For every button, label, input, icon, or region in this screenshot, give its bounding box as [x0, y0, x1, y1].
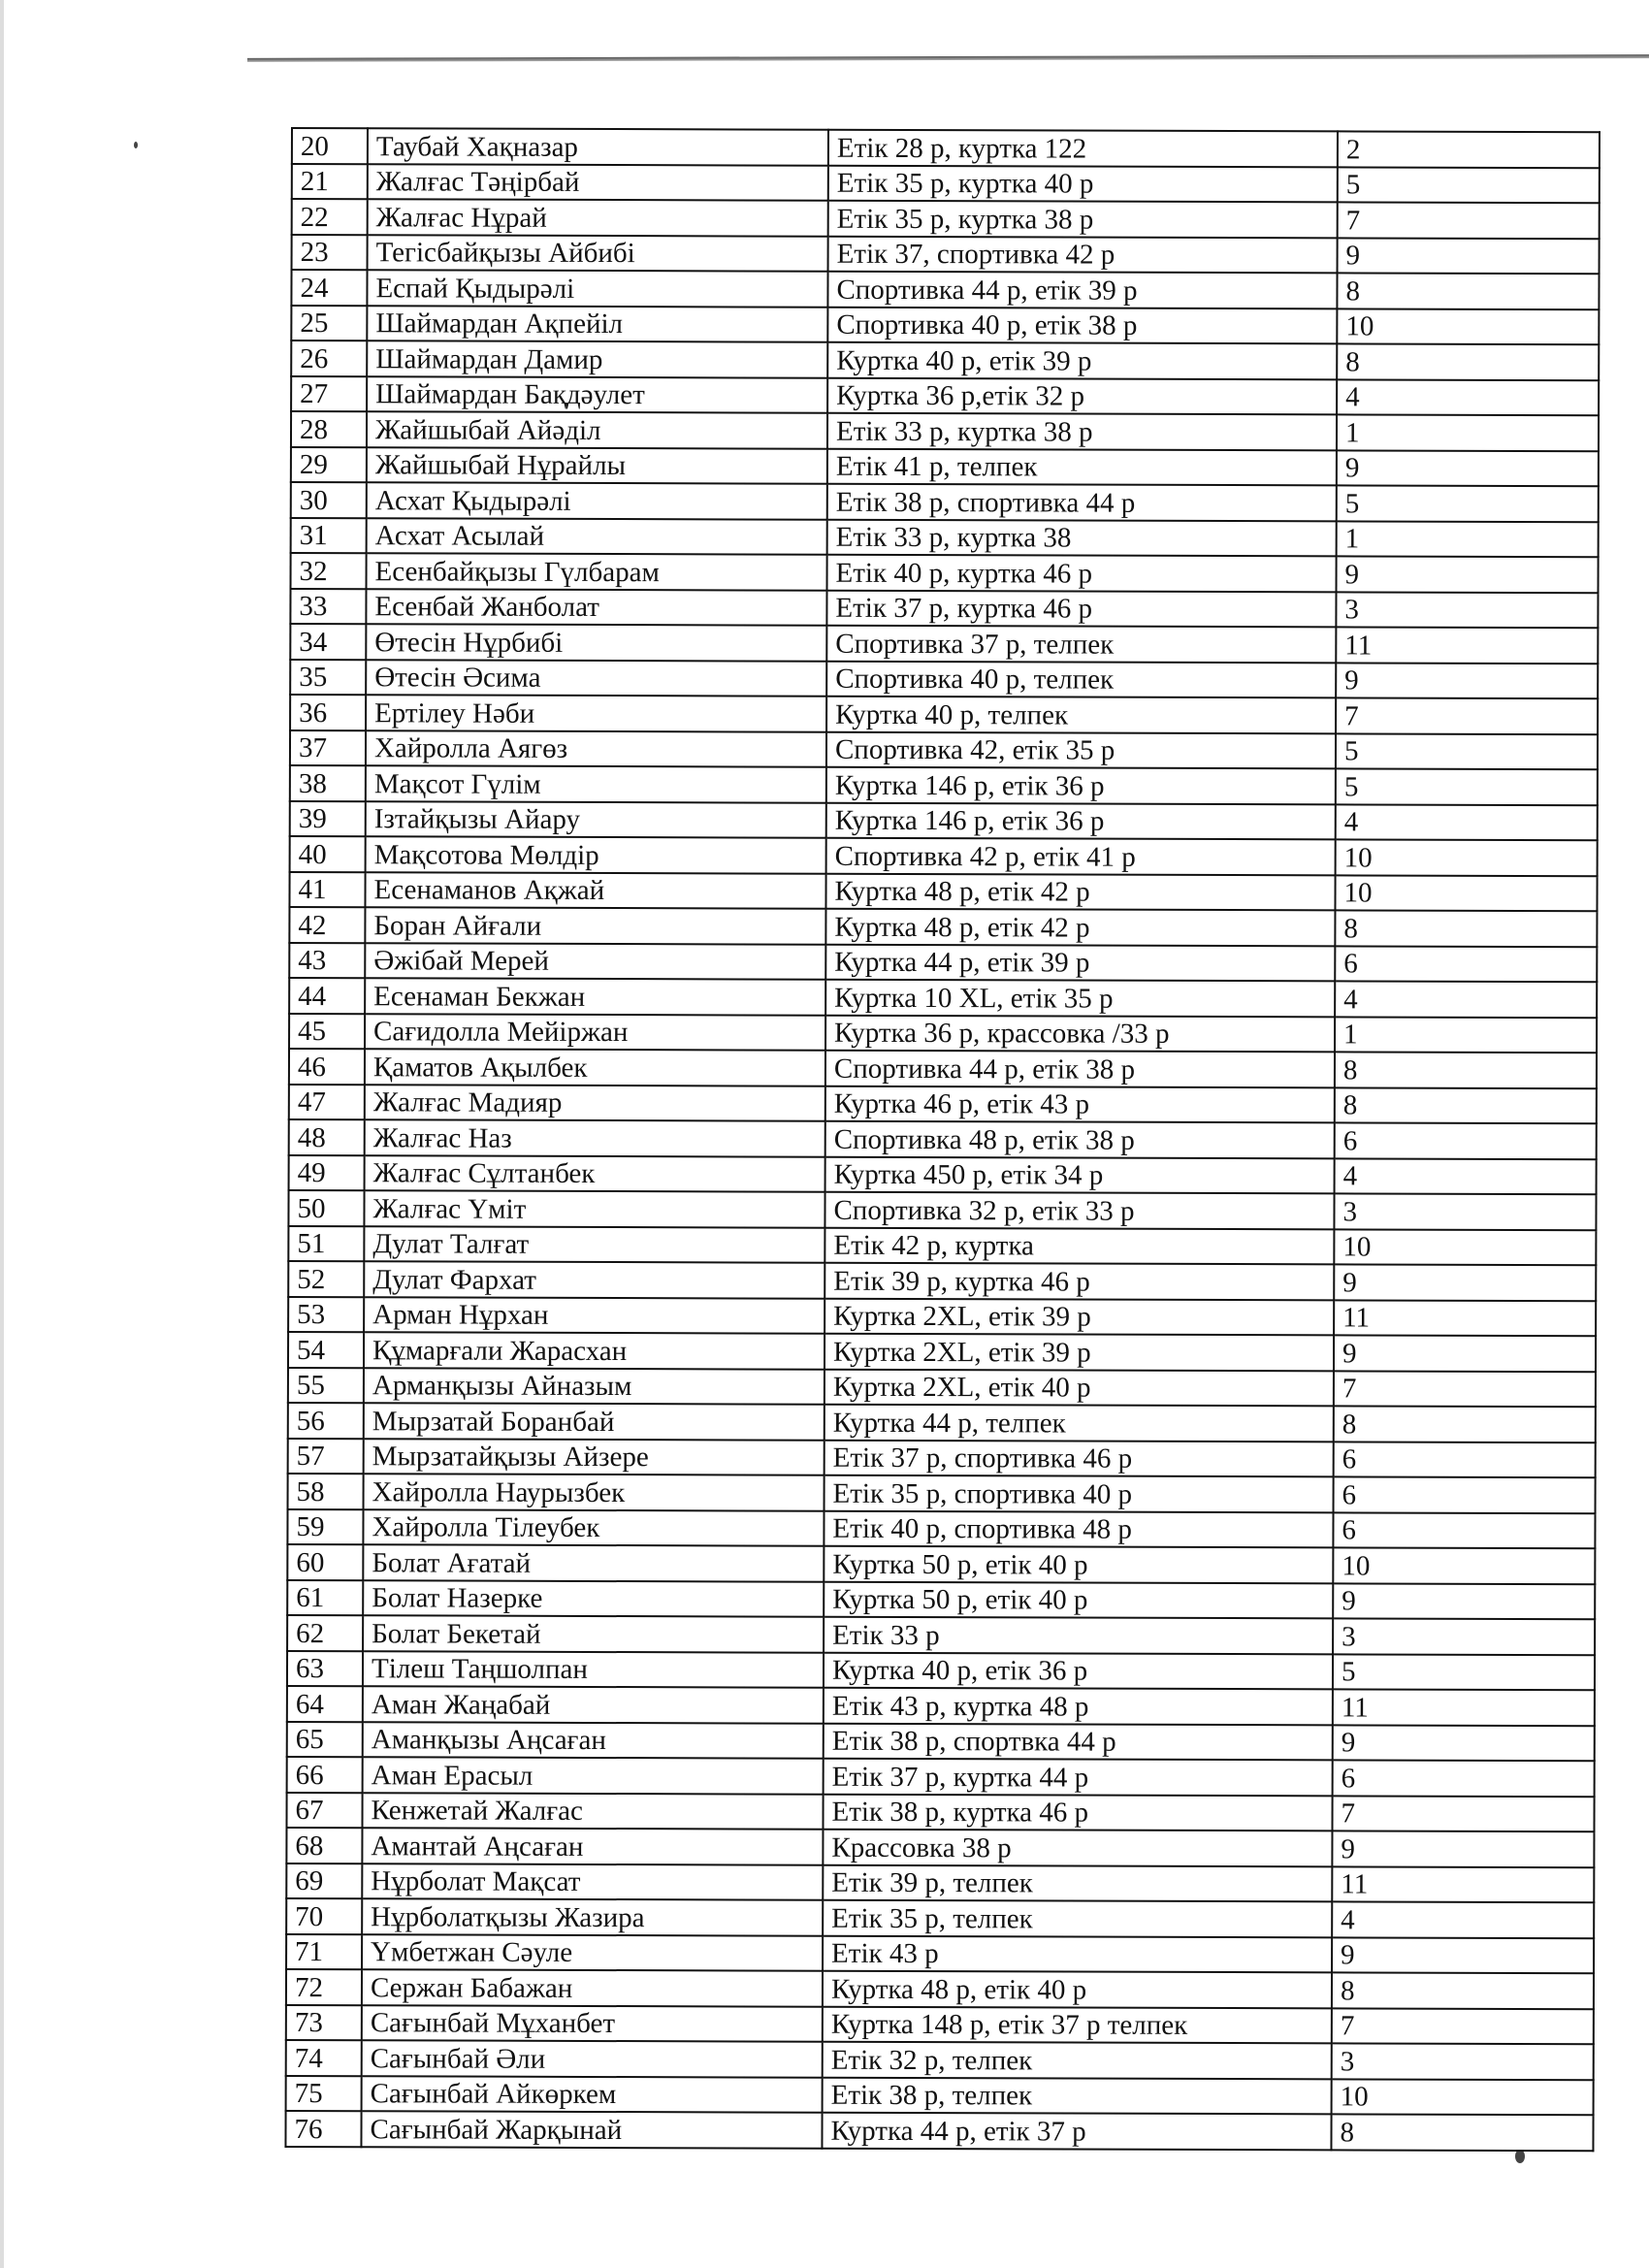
table-row [290, 589, 1598, 629]
student-name-cell: Аман Ерасыл [363, 1757, 824, 1794]
row-number-cell: 23 [292, 235, 368, 271]
row-number-cell: 24 [291, 270, 367, 306]
row-number-cell: 51 [288, 1225, 364, 1261]
grade-cell: 11 [1336, 627, 1598, 663]
row-number-cell: 56 [288, 1403, 364, 1439]
grade-cell: 1 [1337, 414, 1599, 450]
student-name-cell: Шаймардан Дамир [367, 340, 827, 377]
student-name-cell: Үмбетжан Сәуле [362, 1934, 823, 1971]
student-name-cell: Аман Жаңабай [363, 1686, 824, 1723]
row-number-cell: 55 [288, 1367, 364, 1403]
table-row [286, 1863, 1594, 1902]
row-number-cell: 37 [290, 730, 366, 766]
clothing-items-cell: Етік 40 р, спортивка 48 р [824, 1510, 1333, 1547]
table-row [286, 1792, 1594, 1831]
row-number-cell: 67 [286, 1792, 362, 1828]
clothing-items-cell: Етік 28 р, куртка 122 [828, 130, 1338, 167]
student-name-cell: Мырзатай Боранбай [364, 1403, 824, 1440]
clothing-items-cell: Куртка 40 р, етік 36 р [824, 1652, 1333, 1689]
clothing-items-cell: Спортивка 40 р, етік 38 р [827, 307, 1337, 343]
table-row [290, 765, 1598, 805]
grade-cell: 9 [1334, 1335, 1596, 1371]
clothing-items-cell: Спортивка 37 р, телпек [826, 626, 1336, 663]
grade-cell: 10 [1335, 875, 1597, 911]
clothing-items-cell: Етік 33 р [824, 1617, 1333, 1654]
clothing-items-cell: Етік 40 р, куртка 46 р [827, 555, 1337, 592]
clothing-items-cell: Куртка 50 р, етік 40 р [824, 1546, 1333, 1583]
clothing-items-cell: Куртка 146 р, етік 36 р [826, 802, 1336, 839]
row-number-cell: 62 [287, 1615, 363, 1651]
row-number-cell: 52 [288, 1261, 364, 1297]
student-name-cell: Амантай Аңсаған [362, 1828, 823, 1864]
student-name-cell: Нұрболат Мақсат [362, 1863, 823, 1900]
row-number-cell: 34 [290, 624, 366, 660]
clothing-items-cell: Етік 38 р, спортивка 44 р [827, 484, 1337, 521]
clothing-items-cell: Етік 33 р, куртка 38 р [827, 413, 1337, 450]
table-row [288, 1225, 1596, 1265]
student-name-cell: Асхат Қыдырәлі [367, 482, 827, 519]
grade-cell: 8 [1332, 1972, 1594, 2008]
clothing-items-cell: Спортивка 44 р, етік 39 р [827, 272, 1337, 308]
student-name-cell: Сағидолла Мейіржан [365, 1014, 825, 1051]
clothing-items-cell: Куртка 40 р, телпек [826, 697, 1336, 733]
clothing-items-cell: Куртка 46 р, етік 43 р [825, 1085, 1335, 1122]
row-number-cell: 21 [292, 164, 368, 200]
row-number-cell: 75 [286, 2075, 362, 2111]
table-row [289, 907, 1597, 947]
grade-cell: 4 [1335, 1158, 1597, 1194]
grade-cell: 5 [1337, 485, 1599, 521]
table-row [289, 978, 1597, 1018]
table-row [290, 800, 1598, 840]
grade-cell: 10 [1332, 2079, 1594, 2115]
row-number-cell: 30 [291, 482, 367, 518]
row-number-cell: 54 [288, 1332, 364, 1368]
table-row [289, 1154, 1597, 1194]
clothing-items-cell: Етік 43 р, куртка 48 р [824, 1688, 1333, 1725]
row-number-cell: 40 [290, 836, 366, 872]
table-row [286, 1828, 1594, 1867]
row-number-cell: 73 [286, 2004, 362, 2040]
table-row [289, 1013, 1597, 1053]
table-row [292, 128, 1600, 168]
row-number-cell: 48 [289, 1119, 365, 1155]
student-name-cell: Дулат Талғат [364, 1226, 824, 1263]
row-number-cell: 47 [289, 1084, 365, 1119]
grade-cell: 7 [1332, 1796, 1594, 1831]
grade-cell: 8 [1337, 273, 1599, 308]
row-number-cell: 72 [286, 1969, 362, 2005]
table-row [286, 1933, 1594, 1973]
table-row [290, 624, 1598, 664]
student-name-cell: Өтесін Нұрбибі [366, 624, 826, 661]
student-name-cell: Есенаман Бекжан [365, 978, 825, 1015]
grade-cell: 7 [1336, 697, 1598, 733]
clothing-items-cell: Спортивка 48 р, етік 38 р [825, 1121, 1335, 1158]
row-number-cell: 33 [290, 589, 366, 625]
table-row [290, 730, 1598, 770]
student-name-cell: Мырзатайқызы Айзере [364, 1439, 824, 1475]
student-name-cell: Құмарғали Жарасхан [364, 1332, 824, 1369]
clothing-items-cell: Етік 41 р, телпек [827, 448, 1337, 485]
student-name-cell: Асхат Асылай [367, 518, 827, 555]
row-number-cell: 20 [292, 128, 368, 164]
grade-cell: 8 [1334, 1406, 1596, 1442]
student-name-cell: Хайролла Наурызбек [364, 1474, 824, 1510]
row-number-cell: 31 [291, 518, 367, 554]
grade-cell: 7 [1332, 2008, 1594, 2044]
clothing-items-cell: Куртка 36 р, крассовка /33 р [825, 1015, 1335, 1052]
student-name-cell: Жалғас Мадияр [365, 1085, 825, 1121]
row-number-cell: 42 [289, 907, 365, 943]
clothing-items-cell: Спортивка 44 р, етік 38 р [825, 1051, 1335, 1087]
table-row [288, 1190, 1596, 1230]
row-number-cell: 38 [290, 765, 366, 801]
clothing-items-cell: Етік 37 р, спортивка 46 р [824, 1440, 1334, 1476]
grade-cell: 4 [1337, 379, 1599, 415]
table-row [285, 2111, 1593, 2151]
table-row [288, 1332, 1596, 1372]
row-number-cell: 61 [287, 1579, 363, 1615]
scan-left-edge [0, 0, 4, 2268]
grade-cell: 5 [1336, 733, 1598, 769]
grade-cell: 6 [1333, 1512, 1595, 1548]
student-name-cell: Ізтайқызы Айару [366, 801, 826, 838]
student-name-cell: Нұрболатқызы Жазира [362, 1898, 823, 1935]
row-number-cell: 64 [287, 1686, 363, 1722]
table-row [292, 235, 1600, 275]
clothing-items-cell: Спортивка 42 р, етік 41 р [826, 838, 1336, 875]
grade-cell: 11 [1334, 1300, 1596, 1336]
clothing-items-cell: Спортивка 32 р, етік 33 р [824, 1192, 1334, 1229]
row-number-cell: 50 [288, 1190, 364, 1226]
clothing-items-cell: Крассовка 38 р [823, 1830, 1332, 1866]
row-number-cell: 68 [286, 1828, 362, 1863]
clothing-items-cell: Етік 42 р, куртка [824, 1227, 1334, 1264]
student-name-cell: Шаймардан Бақдәулет [367, 376, 827, 413]
grade-cell: 7 [1334, 1371, 1596, 1407]
clothing-items-cell: Куртка 44 р, етік 39 р [825, 944, 1335, 981]
grade-cell: 3 [1333, 1618, 1595, 1654]
grade-cell: 8 [1335, 910, 1597, 946]
student-name-cell: Өтесін Әсима [366, 660, 826, 697]
row-number-cell: 45 [289, 1013, 365, 1049]
clothing-items-cell: Етік 38 р, телпек [823, 2077, 1332, 2114]
grade-cell: 5 [1338, 167, 1600, 203]
row-number-cell: 29 [291, 447, 367, 483]
clothing-items-cell: Куртка 48 р, етік 42 р [825, 873, 1335, 910]
student-name-cell: Есенбай Жанболат [366, 589, 826, 626]
table-row [291, 306, 1599, 345]
clothing-items-cell: Куртка 2XL, етік 40 р [824, 1369, 1334, 1406]
grade-cell: 1 [1337, 521, 1599, 557]
grade-cell: 9 [1333, 1583, 1595, 1619]
row-number-cell: 53 [288, 1296, 364, 1332]
grade-cell: 8 [1335, 1052, 1597, 1087]
student-name-cell: Таубай Хақназар [368, 128, 828, 165]
table-row [286, 2075, 1594, 2115]
grade-cell: 9 [1332, 1937, 1594, 1973]
table-row [291, 482, 1599, 522]
grade-cell: 6 [1334, 1476, 1596, 1512]
grade-cell: 4 [1336, 804, 1598, 840]
grade-cell: 9 [1332, 1831, 1594, 1866]
student-name-cell: Арман Нұрхан [364, 1297, 824, 1334]
table-row [292, 199, 1600, 239]
clothing-items-cell: Куртка 450 р, етік 34 р [825, 1156, 1335, 1193]
clothing-items-cell: Етік 38 р, спортвка 44 р [824, 1723, 1333, 1760]
student-name-cell: Болат Назерке [363, 1580, 824, 1617]
row-number-cell: 66 [287, 1757, 363, 1793]
student-name-cell: Есенбайқызы Гүлбарам [367, 553, 827, 590]
table-row [286, 2040, 1594, 2080]
clothing-items-cell: Етік 35 р, телпек [823, 1900, 1332, 1937]
table-row [287, 1757, 1595, 1797]
clothing-items-cell: Етік 35 р, спортивка 40 р [824, 1475, 1334, 1512]
student-name-cell: Дулат Фархат [364, 1261, 824, 1298]
grade-cell: 6 [1334, 1442, 1596, 1477]
table-row [289, 1049, 1597, 1088]
student-name-cell: Болат Ағатай [363, 1544, 824, 1581]
grade-cell: 10 [1337, 308, 1599, 344]
grade-cell: 11 [1332, 1866, 1594, 1902]
row-number-cell: 22 [292, 199, 368, 235]
student-name-cell: Тілеш Таңшолпан [363, 1651, 824, 1688]
grade-cell: 3 [1334, 1193, 1596, 1229]
table-row [288, 1296, 1596, 1336]
grade-cell: 5 [1336, 768, 1598, 804]
student-name-cell: Тегісбайқызы Айбибі [368, 235, 828, 272]
grade-cell: 11 [1333, 1689, 1595, 1725]
student-name-cell: Жалғас Тәңірбай [368, 164, 828, 201]
grade-cell: 10 [1333, 1547, 1595, 1583]
clothing-items-cell: Куртка 44 р, етік 37 р [822, 2113, 1331, 2150]
row-number-cell: 60 [287, 1544, 363, 1580]
grade-cell: 10 [1334, 1229, 1596, 1265]
clothing-items-cell: Куртка 40 р, етік 39 р [827, 342, 1337, 379]
clothing-items-cell: Етік 39 р, куртка 46 р [824, 1263, 1334, 1300]
clothing-items-cell: Етік 33 р, куртка 38 [827, 519, 1337, 556]
scan-speck [134, 142, 138, 148]
row-number-cell: 32 [291, 553, 367, 589]
row-number-cell: 76 [285, 2111, 361, 2147]
table-row [288, 1438, 1596, 1477]
student-name-cell: Жалғас Нұрай [368, 199, 828, 236]
clothing-items-cell: Куртка 146 р, етік 36 р [826, 767, 1336, 804]
row-number-cell: 58 [288, 1474, 364, 1509]
clothing-items-cell: Спортивка 40 р, телпек [826, 661, 1336, 697]
clothing-items-cell: Етік 37 р, куртка 46 р [826, 590, 1336, 627]
grade-cell: 8 [1337, 343, 1599, 379]
grade-cell: 10 [1336, 839, 1598, 875]
student-name-cell: Жалғас Үміт [364, 1190, 824, 1227]
row-number-cell: 69 [286, 1863, 362, 1898]
table-row [291, 340, 1599, 380]
table-row [291, 553, 1599, 593]
roster-table-body [285, 128, 1600, 2151]
table-row [287, 1650, 1595, 1690]
student-name-cell: Хайролла Тілеубек [363, 1509, 824, 1546]
student-name-cell: Хайролла Аягөз [366, 730, 826, 767]
row-number-cell: 27 [291, 376, 367, 412]
row-number-cell: 26 [291, 340, 367, 376]
row-number-cell: 65 [287, 1721, 363, 1757]
student-name-cell: Сағынбай Айкөркем [362, 2076, 823, 2113]
table-row [287, 1686, 1595, 1726]
clothing-items-cell: Куртка 10 XL, етік 35 р [825, 980, 1335, 1017]
grade-cell: 8 [1331, 2114, 1593, 2150]
table-row [287, 1721, 1595, 1761]
table-row [291, 447, 1599, 487]
row-number-cell: 39 [290, 800, 366, 836]
clothing-items-cell: Куртка 148 р, етік 37 р телпек [823, 2006, 1332, 2043]
row-number-cell: 49 [289, 1154, 365, 1190]
table-row [287, 1615, 1595, 1655]
table-row [291, 376, 1599, 416]
clothing-items-cell: Куртка 44 р, телпек [824, 1405, 1334, 1442]
table-row [289, 1084, 1597, 1123]
grade-cell: 3 [1336, 592, 1598, 628]
student-name-cell: Еспай Қыдырәлі [367, 270, 827, 307]
student-name-cell: Сағынбай Мұханбет [362, 2005, 823, 2042]
table-row [290, 695, 1598, 734]
grade-cell: 6 [1333, 1760, 1595, 1796]
grade-cell: 7 [1338, 202, 1600, 238]
table-row [288, 1474, 1596, 1513]
clothing-items-cell: Етік 38 р, куртка 46 р [823, 1794, 1332, 1831]
table-row [290, 836, 1598, 876]
row-number-cell: 63 [287, 1650, 363, 1686]
clothing-items-cell: Куртка 2XL, етік 39 р [824, 1298, 1334, 1335]
table-row [286, 2004, 1594, 2044]
row-number-cell: 35 [290, 660, 366, 696]
row-number-cell: 41 [289, 871, 365, 907]
student-name-cell: Жалғас Сұлтанбек [365, 1155, 825, 1192]
clothing-items-cell: Куртка 2XL, етік 39 р [824, 1334, 1334, 1371]
student-name-cell: Шаймардан Ақпейіл [367, 306, 827, 342]
row-number-cell: 36 [290, 695, 366, 730]
student-name-cell: Аманқызы Аңсаған [363, 1722, 824, 1759]
clothing-items-cell: Етік 43 р [823, 1935, 1332, 1972]
table-row [286, 1969, 1594, 2009]
roster-table [284, 127, 1600, 2152]
grade-cell: 9 [1333, 1725, 1595, 1761]
grade-cell: 3 [1332, 2043, 1594, 2079]
clothing-items-cell: Куртка 48 р, етік 40 р [823, 1971, 1332, 2008]
student-name-cell: Сағынбай Әли [362, 2040, 823, 2077]
student-name-cell: Боран Айғали [365, 907, 825, 944]
table-row [287, 1508, 1595, 1548]
clothing-items-cell: Етік 35 р, куртка 38 р [828, 201, 1338, 238]
student-name-cell: Есенаманов Ақжай [365, 872, 825, 909]
grade-cell: 5 [1333, 1654, 1595, 1690]
table-row [289, 1119, 1597, 1159]
grade-cell: 6 [1335, 946, 1597, 982]
grade-cell: 6 [1335, 1122, 1597, 1158]
table-row [288, 1261, 1596, 1301]
grade-cell: 4 [1332, 1901, 1594, 1937]
row-number-cell: 71 [286, 1933, 362, 1969]
student-name-cell: Мақсотова Мөлдір [366, 836, 826, 873]
grade-cell: 1 [1335, 1017, 1597, 1053]
row-number-cell: 46 [289, 1049, 365, 1085]
student-name-cell: Жайшыбай Айәділ [367, 411, 827, 448]
student-name-cell: Қаматов Ақылбек [365, 1049, 825, 1085]
table-row [287, 1544, 1595, 1584]
table-row [291, 411, 1599, 451]
table-row [289, 871, 1597, 911]
grade-cell: 2 [1338, 131, 1600, 167]
row-number-cell: 25 [291, 306, 367, 341]
student-name-cell: Жалғас Наз [365, 1119, 825, 1156]
table-row [287, 1579, 1595, 1619]
clothing-items-cell: Куртка 48 р, етік 42 р [825, 909, 1335, 946]
student-name-cell: Жайшыбай Нұрайлы [367, 447, 827, 484]
table-row [286, 1898, 1594, 1938]
grade-cell: 9 [1334, 1264, 1596, 1300]
table-row [291, 270, 1599, 309]
row-number-cell: 57 [288, 1438, 364, 1474]
clothing-items-cell: Етік 35 р, куртка 40 р [828, 165, 1338, 202]
row-number-cell: 28 [291, 411, 367, 447]
table-row [289, 942, 1597, 982]
table-row [290, 660, 1598, 699]
student-name-cell: Сағынбай Жарқынай [361, 2111, 822, 2148]
table-row [288, 1367, 1596, 1407]
clothing-items-cell: Куртка 50 р, етік 40 р [824, 1581, 1333, 1618]
student-name-cell: Мақсот Гүлім [366, 765, 826, 802]
scan-ink-mark [1515, 2150, 1525, 2163]
clothing-items-cell: Етік 39 р, телпек [823, 1864, 1332, 1901]
table-row [291, 518, 1599, 558]
grade-cell: 9 [1336, 663, 1598, 698]
grade-cell: 4 [1335, 981, 1597, 1017]
clothing-items-cell: Етік 37, спортивка 42 р [828, 236, 1338, 273]
row-number-cell: 70 [286, 1898, 362, 1934]
clothing-items-cell: Спортивка 42, етік 35 р [826, 731, 1336, 768]
student-name-cell: Әжібай Мерей [365, 943, 825, 980]
row-number-cell: 59 [287, 1508, 363, 1544]
clothing-items-cell: Куртка 36 р,етік 32 р [827, 377, 1337, 414]
row-number-cell: 44 [289, 978, 365, 1014]
table-row [288, 1403, 1596, 1442]
grade-cell: 8 [1335, 1087, 1597, 1123]
grade-cell: 9 [1337, 450, 1599, 486]
clothing-items-cell: Етік 37 р, куртка 44 р [824, 1759, 1333, 1796]
clothing-items-cell: Етік 32 р, телпек [823, 2042, 1332, 2079]
student-name-cell: Сержан Бабажан [362, 1969, 823, 2006]
scan-page-edge [247, 54, 1649, 62]
student-name-cell: Ертілеу Нәби [366, 695, 826, 731]
student-name-cell: Кенжетай Жалғас [362, 1793, 823, 1830]
grade-cell: 9 [1338, 238, 1600, 274]
grade-cell: 9 [1337, 556, 1599, 592]
table-row [292, 164, 1600, 204]
student-name-cell: Болат Бекетай [363, 1615, 824, 1652]
row-number-cell: 74 [286, 2040, 362, 2076]
student-name-cell: Арманқызы Айназым [364, 1368, 824, 1405]
row-number-cell: 43 [289, 942, 365, 978]
